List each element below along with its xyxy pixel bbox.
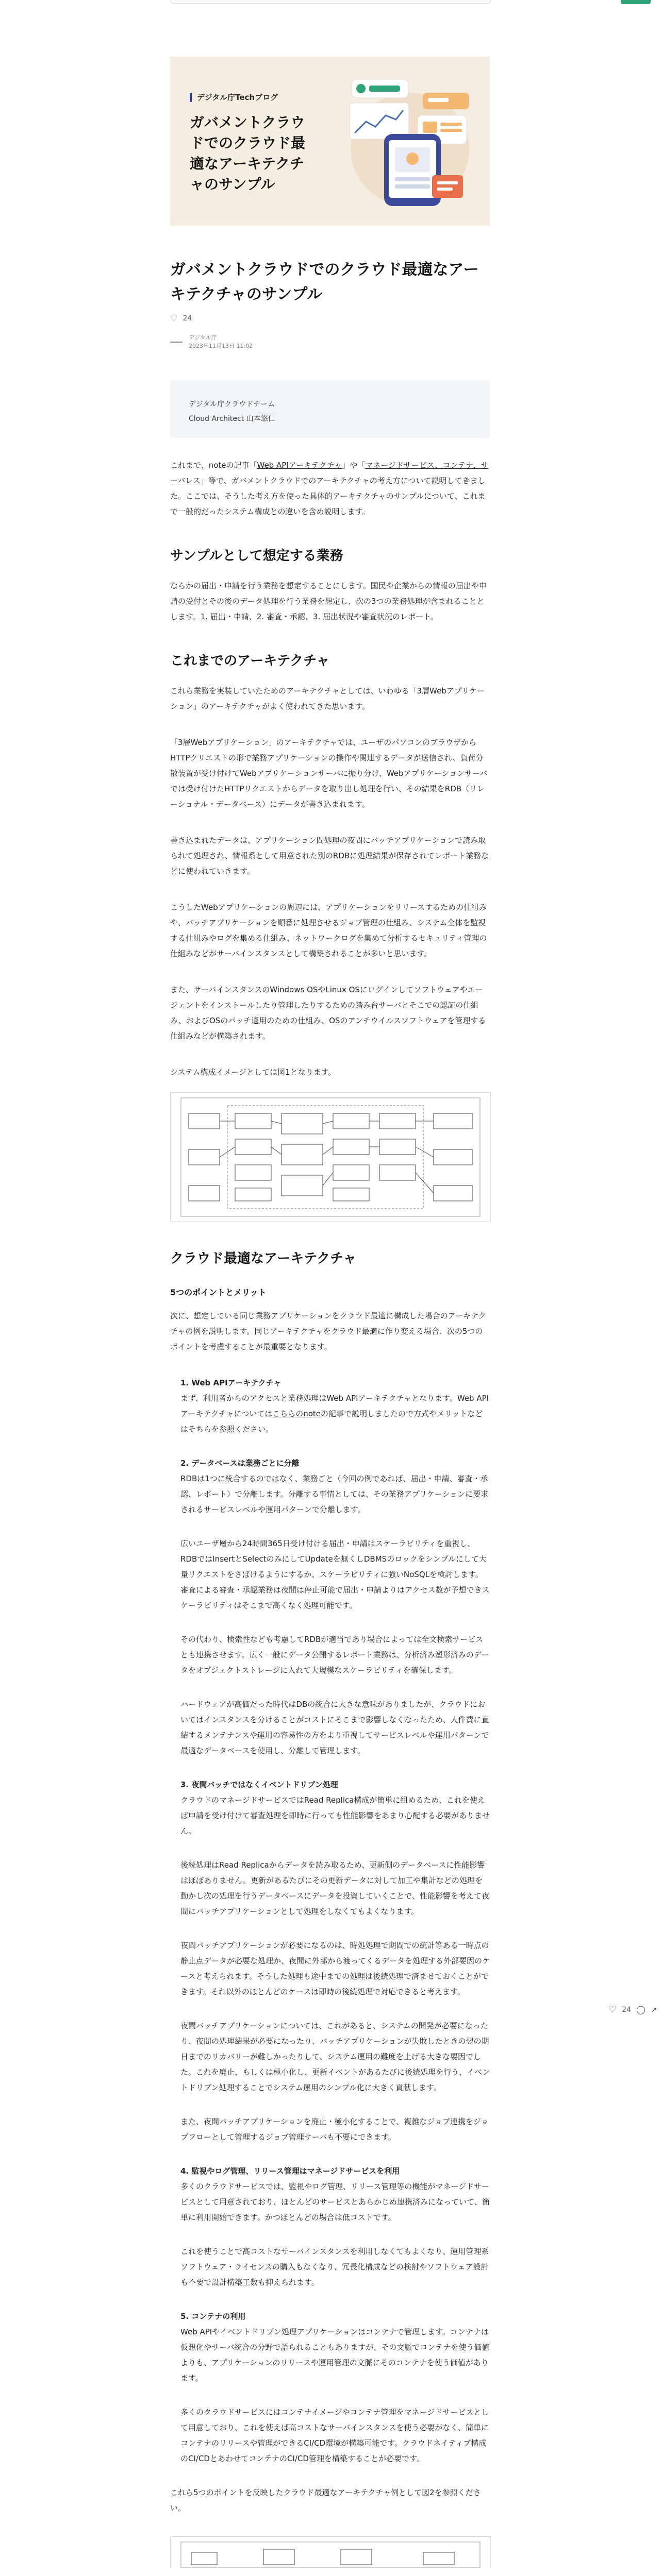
intro-paragraph: これまで、noteの記事「Web APIアーキテクチャ」や「マネージドサービス、コンテナ、サーバレス」等で、ガバメントクラウドでのアーキテクチャの考え方について説明してきました。ここでは、そうした考え方を使った具体的アーキテクチャのサンプルについて、これまで一般的だったシステム構成との違いを含め説明します。 [170,461,489,516]
article-title: ガバメントクラウドでのクラウド最適なアーキテクチャのサンプル [170,261,479,303]
author-note-box [170,380,490,438]
paragraph: 書き込まれたデータは、アプリケーション間処理の夜間にバッチアプリケーションで読み取られて処理され、情報系として用意された別のRDBに処理結果が保存されてレポート業務などに使われていきます。 [170,836,489,876]
share-icon[interactable]: ➚ [650,2005,658,2014]
author-avatar[interactable] [170,342,183,343]
paragraph: これを使うことで高コストなサーバインスタンスを利用しなくてもよくなり、運用管理系ソフトウェア・ライセンスの購入もなくなり、冗長化構成などの検討やソフトウェア設計も不要で設計構築工数も抑えられます。 [180,2247,489,2287]
list-item [180,1777,490,2145]
paragraph: また、夜間バッチアプリケーションを廃止・極小化することで、複雑なジョブ連携をジョブフローとして管理するジョブ管理サーバも不要にできます。 [180,2117,489,2142]
paragraph: また、サーバインスタンスのWindows OSやLinux OSにログインしてソフトウェアやエージェントをインストールしたり管理したりするための踏み台サーバとそこでの認証の仕組み、およびOSのパッチ適用のための仕組み、OSのアンチウイルスソフトウェアを管理する仕組みなどが構築されます。 [170,985,486,1041]
paragraph: 多くのクラウドサービスでは、監視やログ管理、リリース管理等の機能がマネージドサービスとして用意されており、ほとんどのサービスとあらかじめ連携済みになっていて、簡単に利用開始できます。かつほとんどの場合は低コストです。 [180,2182,490,2222]
hero-tag: デジタル庁Techブログ [190,93,278,102]
paragraph: こうしたWebアプリケーションの周辺には、アプリケーションをリリースするための仕組みや、バッチアプリケーションを順番に処理させるジョブ管理の仕組み、システム全体を監視する仕組みやログを集める仕組み、ネットワークログを集めて分析するセキュリティ管理の仕組みなどがサーバインスタンスとして構築されることが多いと思います。 [170,903,487,958]
point-heading: 5. コンテナの利用 [180,2312,246,2321]
hero-image [170,57,490,226]
point-heading: 3. 夜間バッチではなくイベントドリブン処理 [180,1780,338,1789]
floating-actions [608,2004,657,2015]
paragraph: 次に、想定している同じ業務アプリケーションをクラウド最適に構成した場合のアーキテクチャの例を説明します。同じアーキテクチャをクラウド最適に作り変える場合、次の5つのポイントを考慮することが最重要となります。 [170,1311,486,1351]
paragraph: システム構成イメージとしては図1となります。 [170,1067,336,1077]
article-body [170,457,490,2568]
figure-2-diagram[interactable] [170,2536,491,2568]
paragraph: これら5つのポイントを反映したクラウド最適なアーキテクチャ例として図2を参照ください。 [170,2488,481,2513]
like-row [170,313,192,323]
list-item [180,2163,490,2290]
subheading-five-points: 5つのポイントとメリット [170,1287,267,1297]
like-count: 24 [183,314,192,323]
author-name[interactable]: デジタル庁 [189,334,217,341]
note-role: Cloud Architect 山本悠仁 [189,415,275,423]
section-heading-legacy: これまでのアーキテクチャ [170,653,330,669]
paragraph: 広いユーザ層から24時間365日受け付ける届出・申請はスケーラビリティを重視し、RDBではInsertとSelectのみにしてUpdateを無くしDBMSのロックをシンプルにして大量リクエストをさばけるようにするか、スケーラビリティに強いNoSQLを検討します。審査による審査・承認業務は夜間は停止可能で届出・申請よりはアクセス数が予想できスケーラビリティはそこまで高くなく処理可能です。 [180,1539,490,1610]
link-web-api[interactable]: Web APIアーキテクチャ [257,461,342,470]
section-heading-business: サンプルとして想定する業務 [170,548,343,564]
header-accent[interactable] [621,0,651,4]
hero-illustration [345,72,474,211]
paragraph: Web APIやイベントドリブン処理アプリケーションはコンテナで管理します。コンテナは仮想化やサーバ統合の分野で語られることもありますが、その文脈でコンテナを使う価値よりも、アプリケーションのリリースや運用管理の文脈にそのコンテナを使う価値があります。 [180,2327,490,2383]
list-item [180,1375,490,1437]
heart-icon[interactable]: ♡ [170,313,178,323]
paragraph: 後続処理はRead Replicaからデータを読み取るため、更新側のデータベースに性能影響はほぼありません。更新があるたびにその更新データに対して加工や集計などの処理を動かし次の処理を行うデータベースにデータを投資していくことで、性能影響を考えて夜間にバッチアプリケーションとして処理をしなくてもよくなります。 [180,1860,489,1916]
link-managed-services[interactable]: マネージドサービス、コンテナ、サーバレス [170,461,489,485]
paragraph: 夜間バッチアプリケーションについては、これがあると、システムの開発が必要になったり、夜間の処理結果が必要になったり、バッチアプリケーションが失敗したときの翌の期日までのリカバリーが難しかったりして、システム運用の難度を上げる大きな要因でした。これを廃止、もしくは極小化し、更新イベントがあるたびに後続処理を行う、イベントドリブン処理することでシステム運用のシンプル化に大きく貢献します。 [180,2021,490,2092]
five-points-list [170,1375,490,2466]
publish-date: 2023年11月13日 11:02 [189,343,253,349]
section-heading-cloud-optimal: クラウド最適なアーキテクチャ [170,1251,357,1266]
hero-title: ガバメントクラウドでのクラウド最適なアーキテクチャのサンプル [190,114,306,193]
paragraph: ハードウェアが高価だった時代はDBの統合に大きな意味がありましたが、クラウドにおいてはインスタンスを分けることがコストにそこまで影響しなくなったため、人件費に直結するメンテナンスや運用の容易性の方をより重視してサービスレベルや運用パターンで最適なデータベースを使用し、分離して管理します。 [180,1700,489,1755]
paragraph: ならかの届出・申請を行う業務を想定することにします。国民や企業からの情報の届出や申請の受付とその後のデータ処理を行う業務を想定し、次の3つの業務処理が含まれることとします。1. 届出・申請、2. 審査・承認、3. 届出状況や審査状況のレポート。 [170,581,487,621]
link-note[interactable]: こちらのnote [272,1409,321,1418]
paragraph: 夜間バッチアプリケーションが必要になるのは、時処処理で期間での統計等ある一時点の静止点データが必要な処理か、夜間に外部から渡ってくるデータを処理する外部要因のケースと考えられます。そうした処理も途中までの処理は後続処理で済ませておくことができます。それ以外のほとんどのケースは即時の後続処理で対応できると考えます。 [180,1941,490,1996]
paragraph: まず、利用者からのアクセスと業務処理はWeb APIアーキテクチャとなります。Web APIアーキテクチャについてはこちらのnoteの記事で説明しましたので方式やメリットなどはそちらを参照ください。 [180,1394,489,1434]
paragraph: これら業務を実装していたためのアーキテクチャとしては、いわゆる「3層Webアプリケーション」のアーキテクチャがよく使われてきた思います。 [170,686,485,711]
header-bar [170,0,491,4]
point-heading: 4. 監視やログ管理、リリース管理はマネージドサービスを利用 [180,2166,400,2176]
point-heading: 2. データベースは業務ごとに分離 [180,1459,300,1468]
paragraph: その代わり、検索性なども考慮してRDBが適当であり場合によっては全文検索サービスとも連携させます。広く一般にデータ公開するレポート業務は、分析済み塑形済みのデータをオブジェクトストレージに入れて大規模なスケーラビリティを確保します。 [180,1635,489,1675]
action-like-count: 24 [622,2005,631,2014]
heart-icon[interactable]: ♡ [608,2004,617,2015]
author-row [170,334,253,350]
list-item [180,1455,490,1758]
paragraph: クラウドのマネージドサービスではRead Replica構成が簡単に組めるため、これを使えば申請を受け付けて審査処理を即時に行っても性能影響をあまり心配する必要がありません。 [180,1795,490,1836]
paragraph: 多くのクラウドサービスにはコンテナイメージやコンテナ管理をマネージドサービスとして用意しており、これを使えば高コストなサーバインスタンスを使う必要がなく、簡単にコンテナのリリースや管理ができるCI/CD環境が構築可能です。クラウドネイティブ構成のCI/CDとあわせてコンテナのCI/CD管理を構築することが必要です。 [180,2408,489,2463]
list-item [180,2309,490,2466]
paragraph: RDBは1つに統合するのではなく、業務ごと（今回の例であれば、届出・申請、審査・承認、レポート）で分離します。分離する事情としては、その業務アプリケーションに要求されるサービスレベルや運用パターンで分離します。 [180,1474,489,1514]
point-heading: 1. Web APIアーキテクチャ [180,1378,282,1387]
bookmark-icon[interactable]: ◯ [636,2005,646,2014]
top-bar [0,0,662,5]
figure-1-diagram[interactable] [170,1092,491,1222]
note-team: デジタル庁クラウドチーム [189,400,275,409]
paragraph: 「3層Webアプリケーション」のアーキテクチャでは、ユーザのパソコンのブラウザからHTTPクリエストの形で業務アプリケーションの操作や関連するデータが送信され、負荷分散装置が受け付けてWebアプリケーションサーバに振り分け、Webアプリケーションサーバでは受け付けたHTTPリクエストからデータを取り出し処理を行い、その結果をRDB（リレーショナル・データベース）にデータが書き込まれます。 [170,738,488,809]
